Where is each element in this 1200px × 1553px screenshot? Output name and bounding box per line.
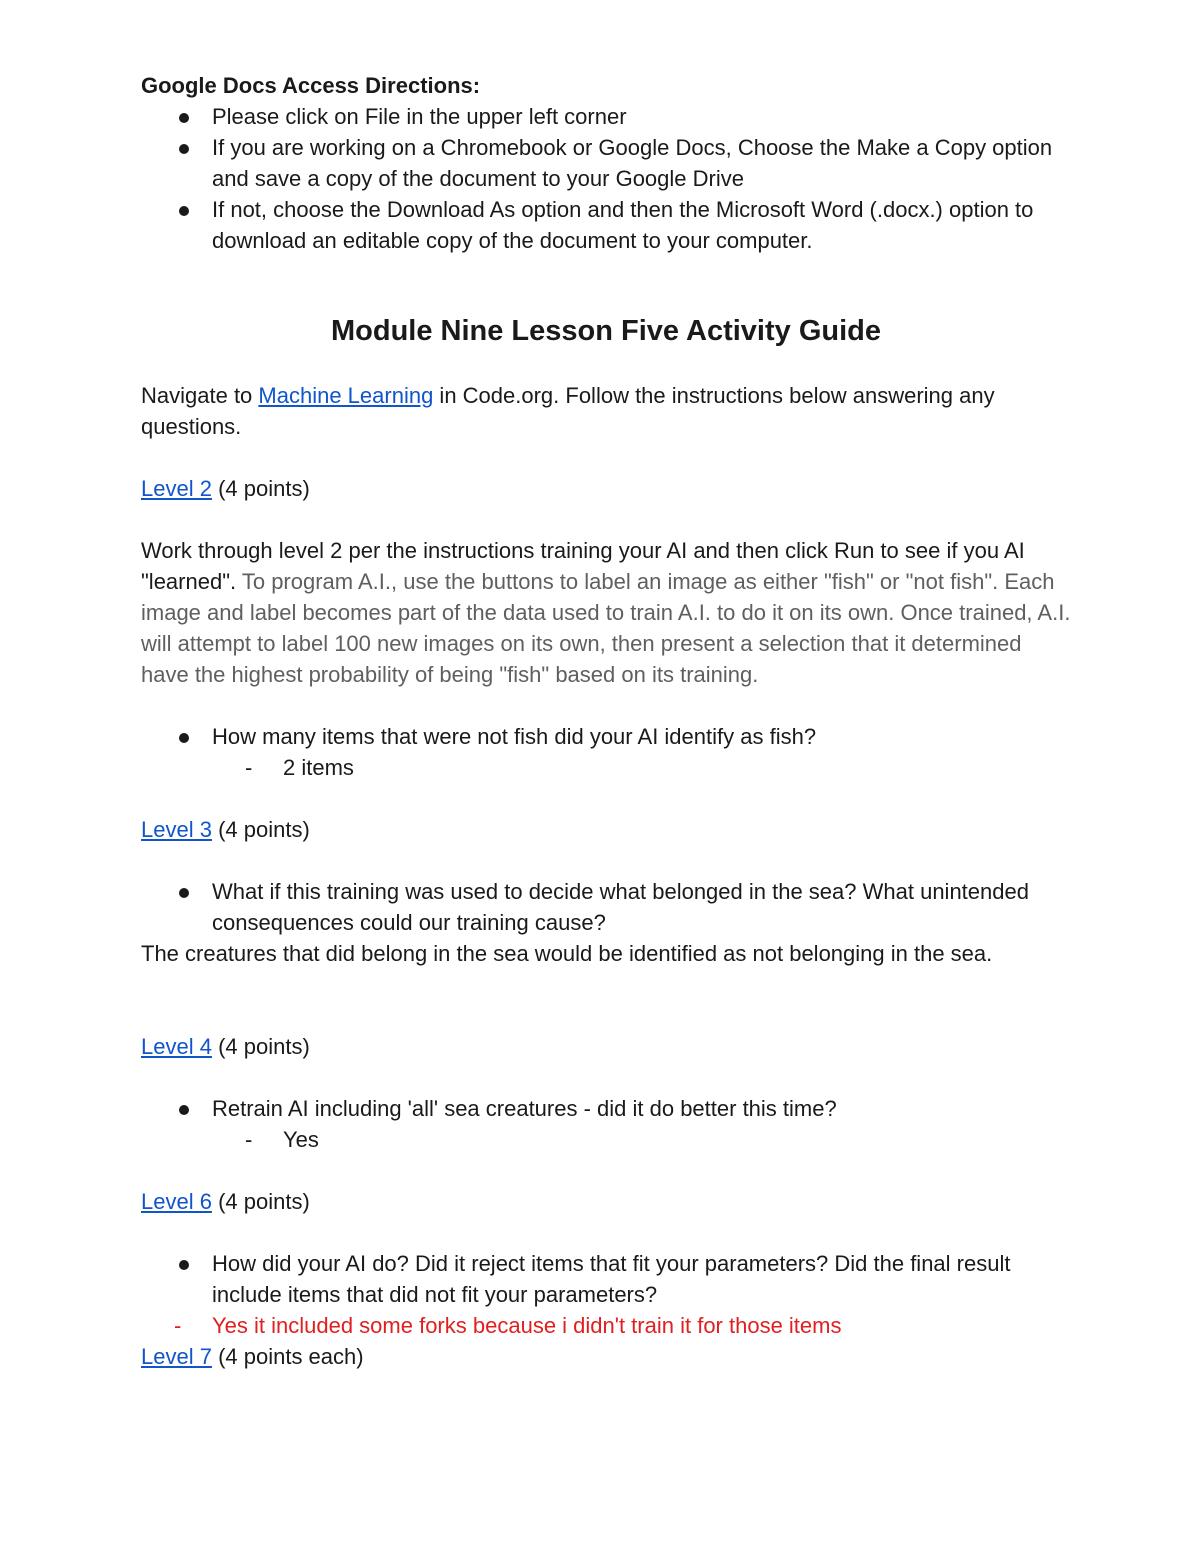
level2-answer: - 2 items [245,755,354,780]
level6-answer: - Yes it included some forks because i didn't train it for those items [174,1313,842,1338]
level6-question: How did your AI do? Did it reject items that fit your parameters? Did the final result include items that did not fit your parameters? [141,1248,1071,1310]
level7-heading: Level 7 (4 points each) [141,1344,364,1369]
level6-heading: Level 6 (4 points) [141,1189,310,1214]
access-heading: Google Docs Access Directions: [141,73,481,98]
level4-link[interactable]: Level 4 [141,1034,212,1059]
level4-answer: - Yes [245,1127,319,1152]
level2-heading: Level 2 (4 points) [141,476,310,501]
access-bullet-3: If not, choose the Download As option and then the Microsoft Word (.docx.) option to download an editable copy of the document to your computer. [141,194,1071,256]
level2-questions [141,721,1071,752]
level4-questions [141,1093,1071,1124]
level3-question: What if this training was used to decide what belonged in the sea? What unintended consequences could our training cause? [141,876,1071,938]
level4-heading: Level 4 (4 points) [141,1034,310,1059]
level3-heading: Level 3 (4 points) [141,817,310,842]
level2-description: Work through level 2 per the instructions training your AI and then click Run to see if you AI "learned". To program A.I., use the buttons to label an image as either "fish" or "not fish". Each image and label becomes part of the data used to train A.I. to do it on its own. Once trained, A.I. will attempt to label 100 new images on its own, then present a selection that it determined have the highest probability of being "fish" based on its training. [141,538,1071,687]
bullet-icon [179,733,189,743]
intro-paragraph: Navigate to Machine Learning in Code.org. Follow the instructions below answering any questions. [141,383,995,439]
access-bullet-2: If you are working on a Chromebook or Google Docs, Choose the Make a Copy option and save a copy of the document to your Google Drive [141,132,1071,194]
level7-link[interactable]: Level 7 [141,1344,212,1369]
access-bullet-1: Please click on File in the upper left corner [141,101,1071,132]
level3-answer: The creatures that did belong in the sea would be identified as not belonging in the sea. [141,941,993,966]
level6-link[interactable]: Level 6 [141,1189,212,1214]
bullet-icon [179,1260,189,1270]
machine-learning-link[interactable]: Machine Learning [258,383,434,408]
level2-link[interactable]: Level 2 [141,476,212,501]
bullet-icon [179,1105,189,1115]
level6-questions [141,1248,1071,1310]
document-page [141,70,1071,1372]
level4-question: Retrain AI including 'all' sea creatures - did it do better this time? [141,1093,1071,1124]
level3-link[interactable]: Level 3 [141,817,212,842]
bullet-icon [179,888,189,898]
bullet-icon [179,113,189,123]
page-title: Module Nine Lesson Five Activity Guide [330,315,882,347]
level2-question: How many items that were not fish did your AI identify as fish? [141,721,1071,752]
bullet-icon [179,144,189,154]
access-list [141,101,1071,256]
bullet-icon [179,206,189,216]
level3-questions [141,876,1071,938]
